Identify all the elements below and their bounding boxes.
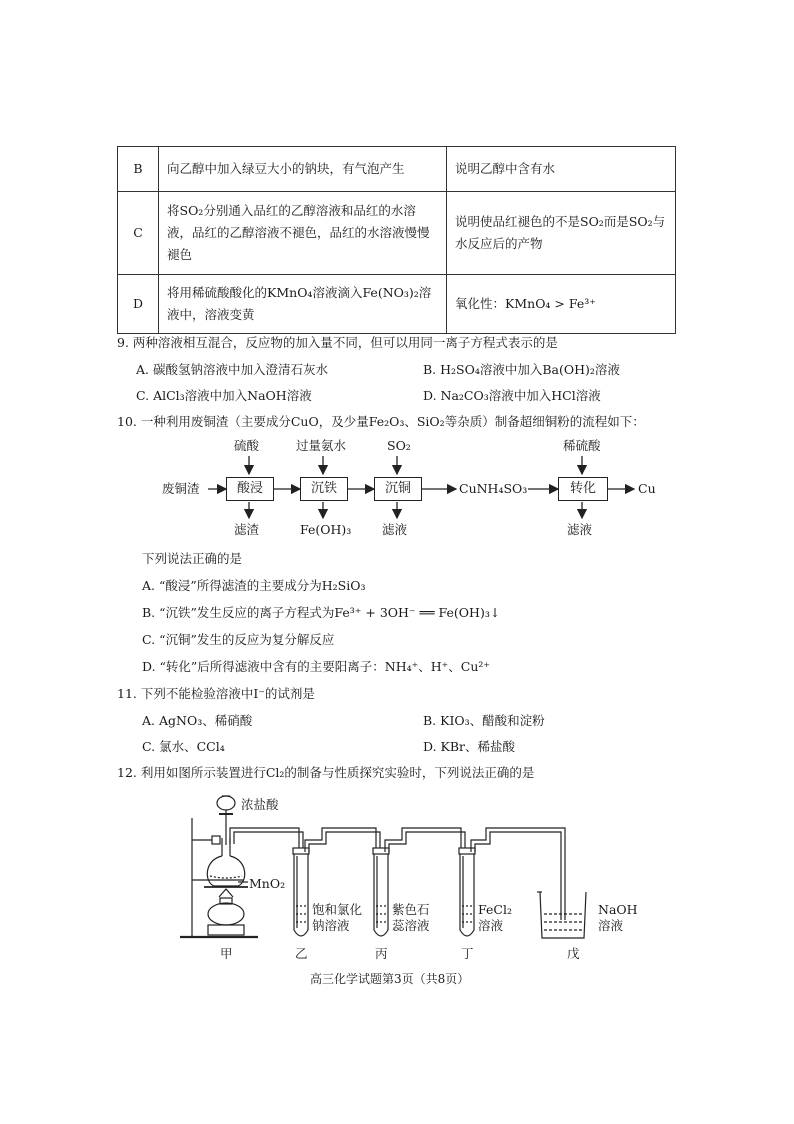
page-footer: 高三化学试题第3页（共8页） [310,972,470,986]
flow-input-sulfuric-acid: 硫酸 [234,438,260,453]
flow-input-dilute-acid: 稀硫酸 [563,438,601,453]
q11-option-d: D. KBr、稀盐酸 [423,739,516,754]
row-key: D [118,275,159,334]
q11-option-a: A. AgNO₃、稀硝酸 [142,713,253,728]
row-content: 向乙醇中加入绿豆大小的钠块，有气泡产生 [159,147,447,192]
row-content: 将用稀硫酸酸化的KMnO₄溶液滴入Fe(NO₃)₂溶液中，溶液变黄 [159,275,447,334]
flow-input-so2: SO₂ [387,438,411,453]
q11-option-c: C. 氯水、CCl₄ [142,739,225,754]
q10-option-b: B. “沉铁”发生反应的离子方程式为Fe³⁺ + 3OH⁻ ══ Fe(OH)₃↓ [142,605,501,620]
q12-stem: 12. 利用如图所示装置进行Cl₂的制备与性质探究实验时，下列说法正确的是 [117,765,535,780]
label-wu-solution-2: 溶液 [598,918,624,933]
flow-input-ammonia: 过量氨水 [296,438,347,453]
row-result: 说明乙醇中含有水 [447,147,676,192]
label-yi-solution-2: 钠溶液 [312,918,350,933]
apparatus-label-ding: 丁 [461,946,474,961]
q9-option-c: C. AlCl₃溶液中加入NaOH溶液 [136,388,312,403]
q9-option-d: D. Na₂CO₃溶液中加入HCl溶液 [423,388,601,403]
row-key: C [118,192,159,275]
label-yi-solution: 饱和氯化 [312,902,363,917]
label-bing-solution: 紫色石 [392,902,430,917]
q11-stem: 11. 下列不能检验溶液中I⁻的试剂是 [117,686,315,701]
apparatus-label-jia: 甲 [220,946,233,961]
q10-option-c: C. “沉铜”发生的反应为复分解反应 [142,632,335,647]
flow-step-acid-leach: 酸浸 [226,477,274,501]
label-ding-solution-2: 溶液 [478,918,504,933]
label-mno2: MnO₂ [249,876,286,891]
flow-start: 废铜渣 [162,481,200,496]
flow-output-feoh3: Fe(OH)₃ [300,522,352,537]
apparatus-label-wu: 戊 [567,946,580,961]
q10-prompt: 下列说法正确的是 [142,551,243,566]
q10-option-a: A. “酸浸”所得滤渣的主要成分为H₂SiO₃ [142,578,366,593]
flow-step-copper-precip: 沉铜 [374,477,422,501]
flow-mid-product: CuNH₄SO₃ [459,481,528,496]
row-content: 将SO₂分别通入品红的乙醇溶液和品红的水溶液，品红的乙醇溶液不褪色，品红的水溶液慢慢褪色 [159,192,447,275]
label-bing-solution-2: 蕊溶液 [392,918,430,933]
row-result: 氧化性：KMnO₄ > Fe³⁺ [447,275,676,334]
row-result: 说明使品红褪色的不是SO₂而是SO₂与水反应后的产物 [447,192,676,275]
label-wu-solution: NaOH [598,902,638,917]
q10-option-d: D. “转化”后所得滤液中含有的主要阳离子：NH₄⁺、H⁺、Cu²⁺ [142,659,490,674]
q9-option-b: B. H₂SO₄溶液中加入Ba(OH)₂溶液 [423,362,620,377]
flow-step-iron-precip: 沉铁 [300,477,348,501]
q9-stem: 9. 两种溶液相互混合，反应物的加入量不同，但可以用同一离子方程式表示的是 [117,335,558,350]
apparatus-label-bing: 丙 [375,946,388,961]
q11-option-b: B. KIO₃、醋酸和淀粉 [423,713,545,728]
flow-output-filtrate: 滤液 [382,522,408,537]
flow-step-conversion: 转化 [558,477,608,501]
q10-stem: 10. 一种利用废铜渣（主要成分CuO，及少量Fe₂O₃、SiO₂等杂质）制备超细铜粉的流程如下： [117,414,645,429]
q9-option-a: A. 碳酸氢钠溶液中加入澄清石灰水 [136,362,328,377]
flow-end: Cu [638,481,656,496]
label-conc-hcl: 浓盐酸 [241,797,279,812]
label-ding-solution: FeCl₂ [478,902,512,917]
flow-output-residue: 滤渣 [234,522,260,537]
flow-output-filtrate-2: 滤液 [567,522,593,537]
row-key: B [118,147,159,192]
apparatus-label-yi: 乙 [295,946,308,961]
